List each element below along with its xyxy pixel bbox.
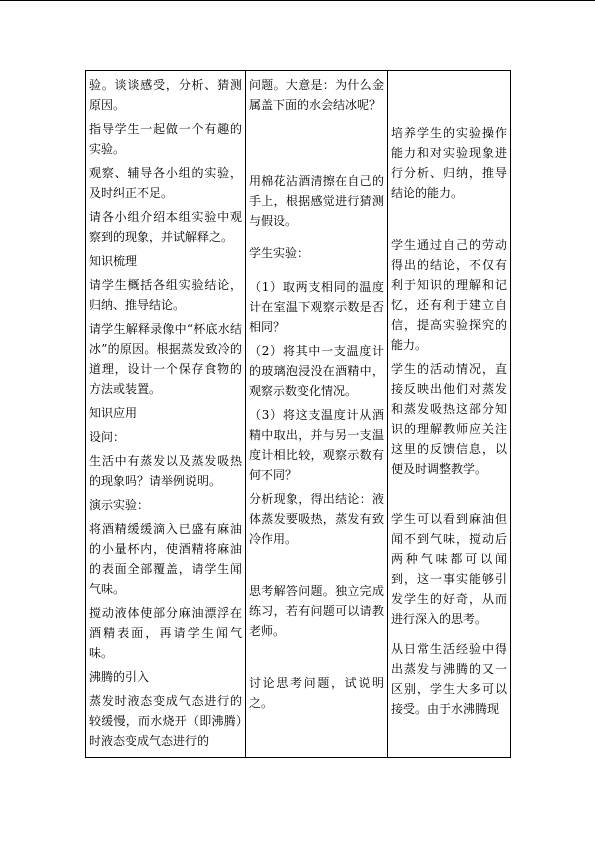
- spacer: [391, 75, 507, 123]
- text-paragraph: （2）将其中一支温度计的玻璃泡浸没在酒精中，观察示数变化情况。: [249, 344, 384, 398]
- text-paragraph: 指导学生一起做一个有趣的实验。: [89, 122, 242, 156]
- text-paragraph: 用棉花沾酒清擦在自己的手上，根据感觉进行猜测与假设。: [249, 174, 384, 228]
- text-paragraph: 思考解答问题。独立完成练习，若有问题可以请教老师。: [249, 584, 384, 638]
- text-paragraph: 从日常生活经验中得出蒸发与沸腾的又一区别，学生大多可以接受。由于水沸腾现: [391, 642, 507, 716]
- teacher-activity-cell: [86, 71, 246, 758]
- page-top-rule: [0, 0, 595, 1]
- text-paragraph: 请学生解释录像中“杯底水结冰”的原因。根据蒸发致冷的道理，设计一个保存食物的方法或装置。: [89, 322, 242, 396]
- section-heading: 知识梳理: [89, 254, 138, 268]
- text-paragraph: 学生的活动情况，直接反映出他们对蒸发和蒸发吸热这部分知识的理解教师应关注这里的反馈信息，以便及时调整教学。: [391, 362, 507, 476]
- spacer: [249, 645, 384, 673]
- text-paragraph: 培养学生的实验操作能力和对实验现象进行分析、归纳，推导结论的能力。: [391, 126, 507, 200]
- lesson-plan-table: [85, 70, 511, 758]
- text-paragraph: 学生可以看到麻油但闻不到气味，搅动后两种气味都可以闻到，这一事实能够引发学生的好奇，从而进行深入的思考。: [391, 512, 507, 626]
- text-paragraph: 请学生概括各组实验结论，归纳、推导结论。: [89, 278, 242, 312]
- text-paragraph: 蒸发时液态变成气态进行的较缓慢，而水烧开（即沸腾）时液态变成气态进行的: [89, 694, 242, 748]
- text-paragraph: 设问：: [89, 430, 126, 444]
- text-paragraph: 演示实验：: [89, 498, 150, 512]
- spacer: [249, 267, 384, 277]
- spacer: [249, 235, 384, 243]
- text-paragraph: 观察、辅导各小组的实验，及时纠正不足。: [89, 166, 242, 200]
- section-heading: 沸腾的引入: [89, 670, 150, 684]
- text-paragraph: 讨论思考问题，试说明之。: [249, 676, 384, 710]
- text-paragraph: 分析现象，得出结论：液体蒸发要吸热，蒸发有致冷作用。: [249, 492, 384, 546]
- text-paragraph: 学生通过自己的劳动得出的结论，不仅有利于知识的理解和记忆，还有利于建立自信，提高实验探究的能力。: [391, 238, 507, 352]
- spacer: [249, 119, 384, 171]
- text-paragraph: 验。谈谈感受，分析、猜测原因。: [89, 78, 242, 112]
- text-paragraph: 问题。大意是：为什么金属盖下面的水会结冰呢？: [249, 78, 384, 112]
- text-paragraph: （1）取两支相同的温度计在室温下观察示数是否相同？: [249, 280, 384, 334]
- text-paragraph: 搅动液体使部分麻油漂浮在酒精表面，再请学生闻气味。: [89, 606, 242, 660]
- spacer: [391, 207, 507, 235]
- text-paragraph: 请各小组介绍本组实验中观察到的现象，并试解释之。: [89, 210, 242, 244]
- section-heading: 知识应用: [89, 406, 138, 420]
- design-intent-cell: [388, 71, 511, 758]
- text-paragraph: 学生实验：: [249, 246, 310, 260]
- spacer: [249, 553, 384, 581]
- table-row: [86, 71, 511, 758]
- student-activity-cell: [246, 71, 388, 758]
- spacer: [391, 483, 507, 509]
- text-paragraph: 将酒精缓缓滴入已盛有麻油的小量杯内，使酒精将麻油的表面全部覆盖，请学生闻气味。: [89, 522, 242, 596]
- text-paragraph: （3）将这支温度计从酒精中取出，并与另一支温度计相比较，观察示数有何不同？: [249, 408, 384, 482]
- text-paragraph: 生活中有蒸发以及蒸发吸热的现象吗？请举例说明。: [89, 454, 242, 488]
